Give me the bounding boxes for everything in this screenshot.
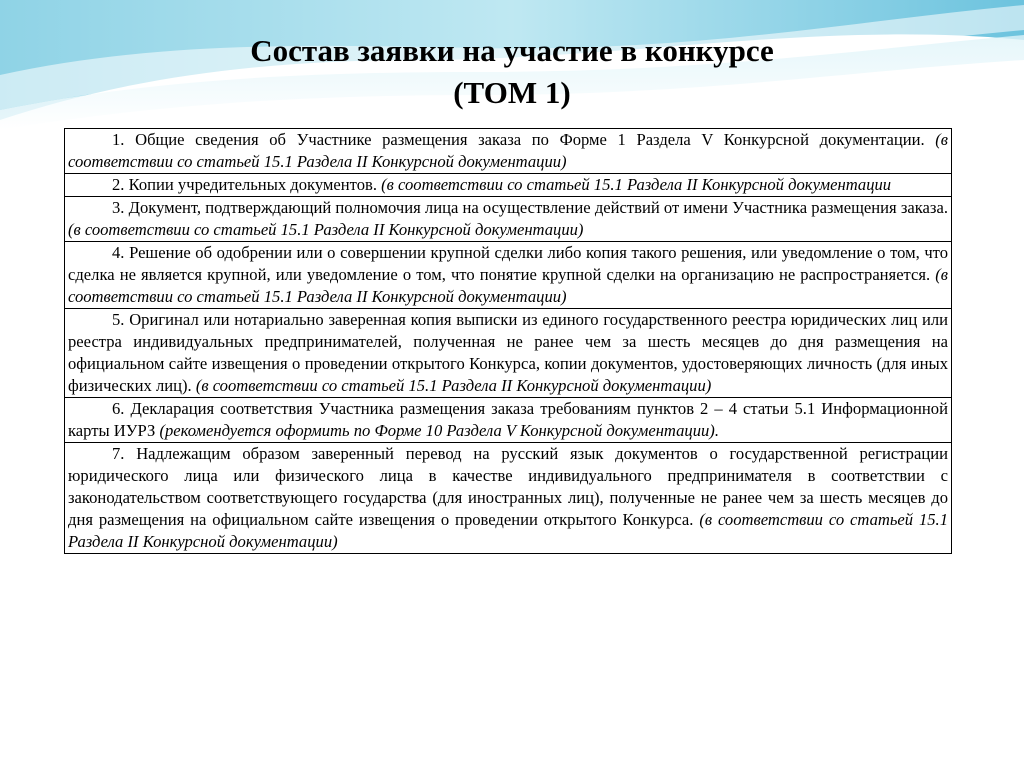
table-row (65, 398, 952, 443)
item-text: Копии учредительных документов. (128, 175, 377, 194)
item-number: 6. (112, 399, 125, 418)
slide-title-line-2: (ТОМ 1) (453, 75, 571, 110)
table-row (65, 197, 952, 242)
table-row (65, 443, 952, 554)
table-row (65, 309, 952, 398)
item-note: (рекомендуется оформить по Форме 10 Раздела V Конкурсной документации). (159, 421, 719, 440)
table-cell (65, 309, 952, 398)
item-text: Общие сведения об Участнике размещения заказа по Форме 1 Раздела V Конкурсной документации. (135, 130, 925, 149)
item-note: (в соответствии со статьей 15.1 Раздела II Конкурсной документации) (68, 265, 948, 306)
item-number: 7. (112, 444, 125, 463)
table-cell (65, 398, 952, 443)
item-number: 4. (112, 243, 125, 262)
item-note: (в соответствии со статьей 15.1 Раздела II Конкурсной документации) (68, 510, 948, 551)
table-cell (65, 174, 952, 197)
item-text: Оригинал или нотариально заверенная копия выписки из единого государственного реестра юридических лиц или реестра индивидуальных предпринимателей, полученная не ранее чем за шесть месяцев до дня размещения на официальном сайте извещения о проведении открытого Конкурса, копии документов, удостоверяющих личность (для иных физических лиц). (68, 310, 948, 395)
table-cell (65, 242, 952, 309)
item-text: Решение об одобрении или о совершении крупной сделки либо копия такого решения, или уведомление о том, что сделка не является крупной, или уведомление о том, что понятие крупной сделки на организацию не распространяется. (68, 243, 949, 284)
item-note: (в соответствии со статьей 15.1 Раздела II Конкурсной документации (381, 175, 892, 194)
table-cell (65, 443, 952, 554)
table-cell (65, 129, 952, 174)
item-text: Декларация соответствия Участника размещения заказа требованиям пунктов 2 – 4 статьи 5.1 Информационной карты ИУРЗ (68, 399, 948, 440)
slide-title (0, 30, 1024, 114)
document-list-table (64, 128, 952, 554)
table-row (65, 174, 952, 197)
table-row (65, 129, 952, 174)
item-number: 3. (112, 198, 125, 217)
item-number: 2. (112, 175, 125, 194)
table-cell (65, 197, 952, 242)
slide-title-line-1: Состав заявки на участие в конкурсе (250, 33, 774, 68)
table-row (65, 242, 952, 309)
item-text: Документ, подтверждающий полномочия лица на осуществление действий от имени Участника размещения заказа. (128, 198, 948, 217)
item-note: (в соответствии со статьей 15.1 Раздела II Конкурсной документации) (68, 220, 584, 239)
item-number: 5. (112, 310, 125, 329)
item-text: Надлежащим образом заверенный перевод на русский язык документов о государственной регистрации юридического лица или физического лица в качестве индивидуального предпринимателя в соответствии с законодательством соответствующего государства (для иностранных лиц), полученные не ранее чем за шесть месяцев до дня размещения на официальном сайте извещения о проведении открытого Конкурса. (68, 444, 948, 529)
item-note: (в соответствии со статьей 15.1 Раздела II Конкурсной документации) (195, 376, 712, 395)
item-number: 1. (112, 130, 125, 149)
item-note: (в соответствии со статьей 15.1 Раздела II Конкурсной документации) (68, 130, 948, 171)
